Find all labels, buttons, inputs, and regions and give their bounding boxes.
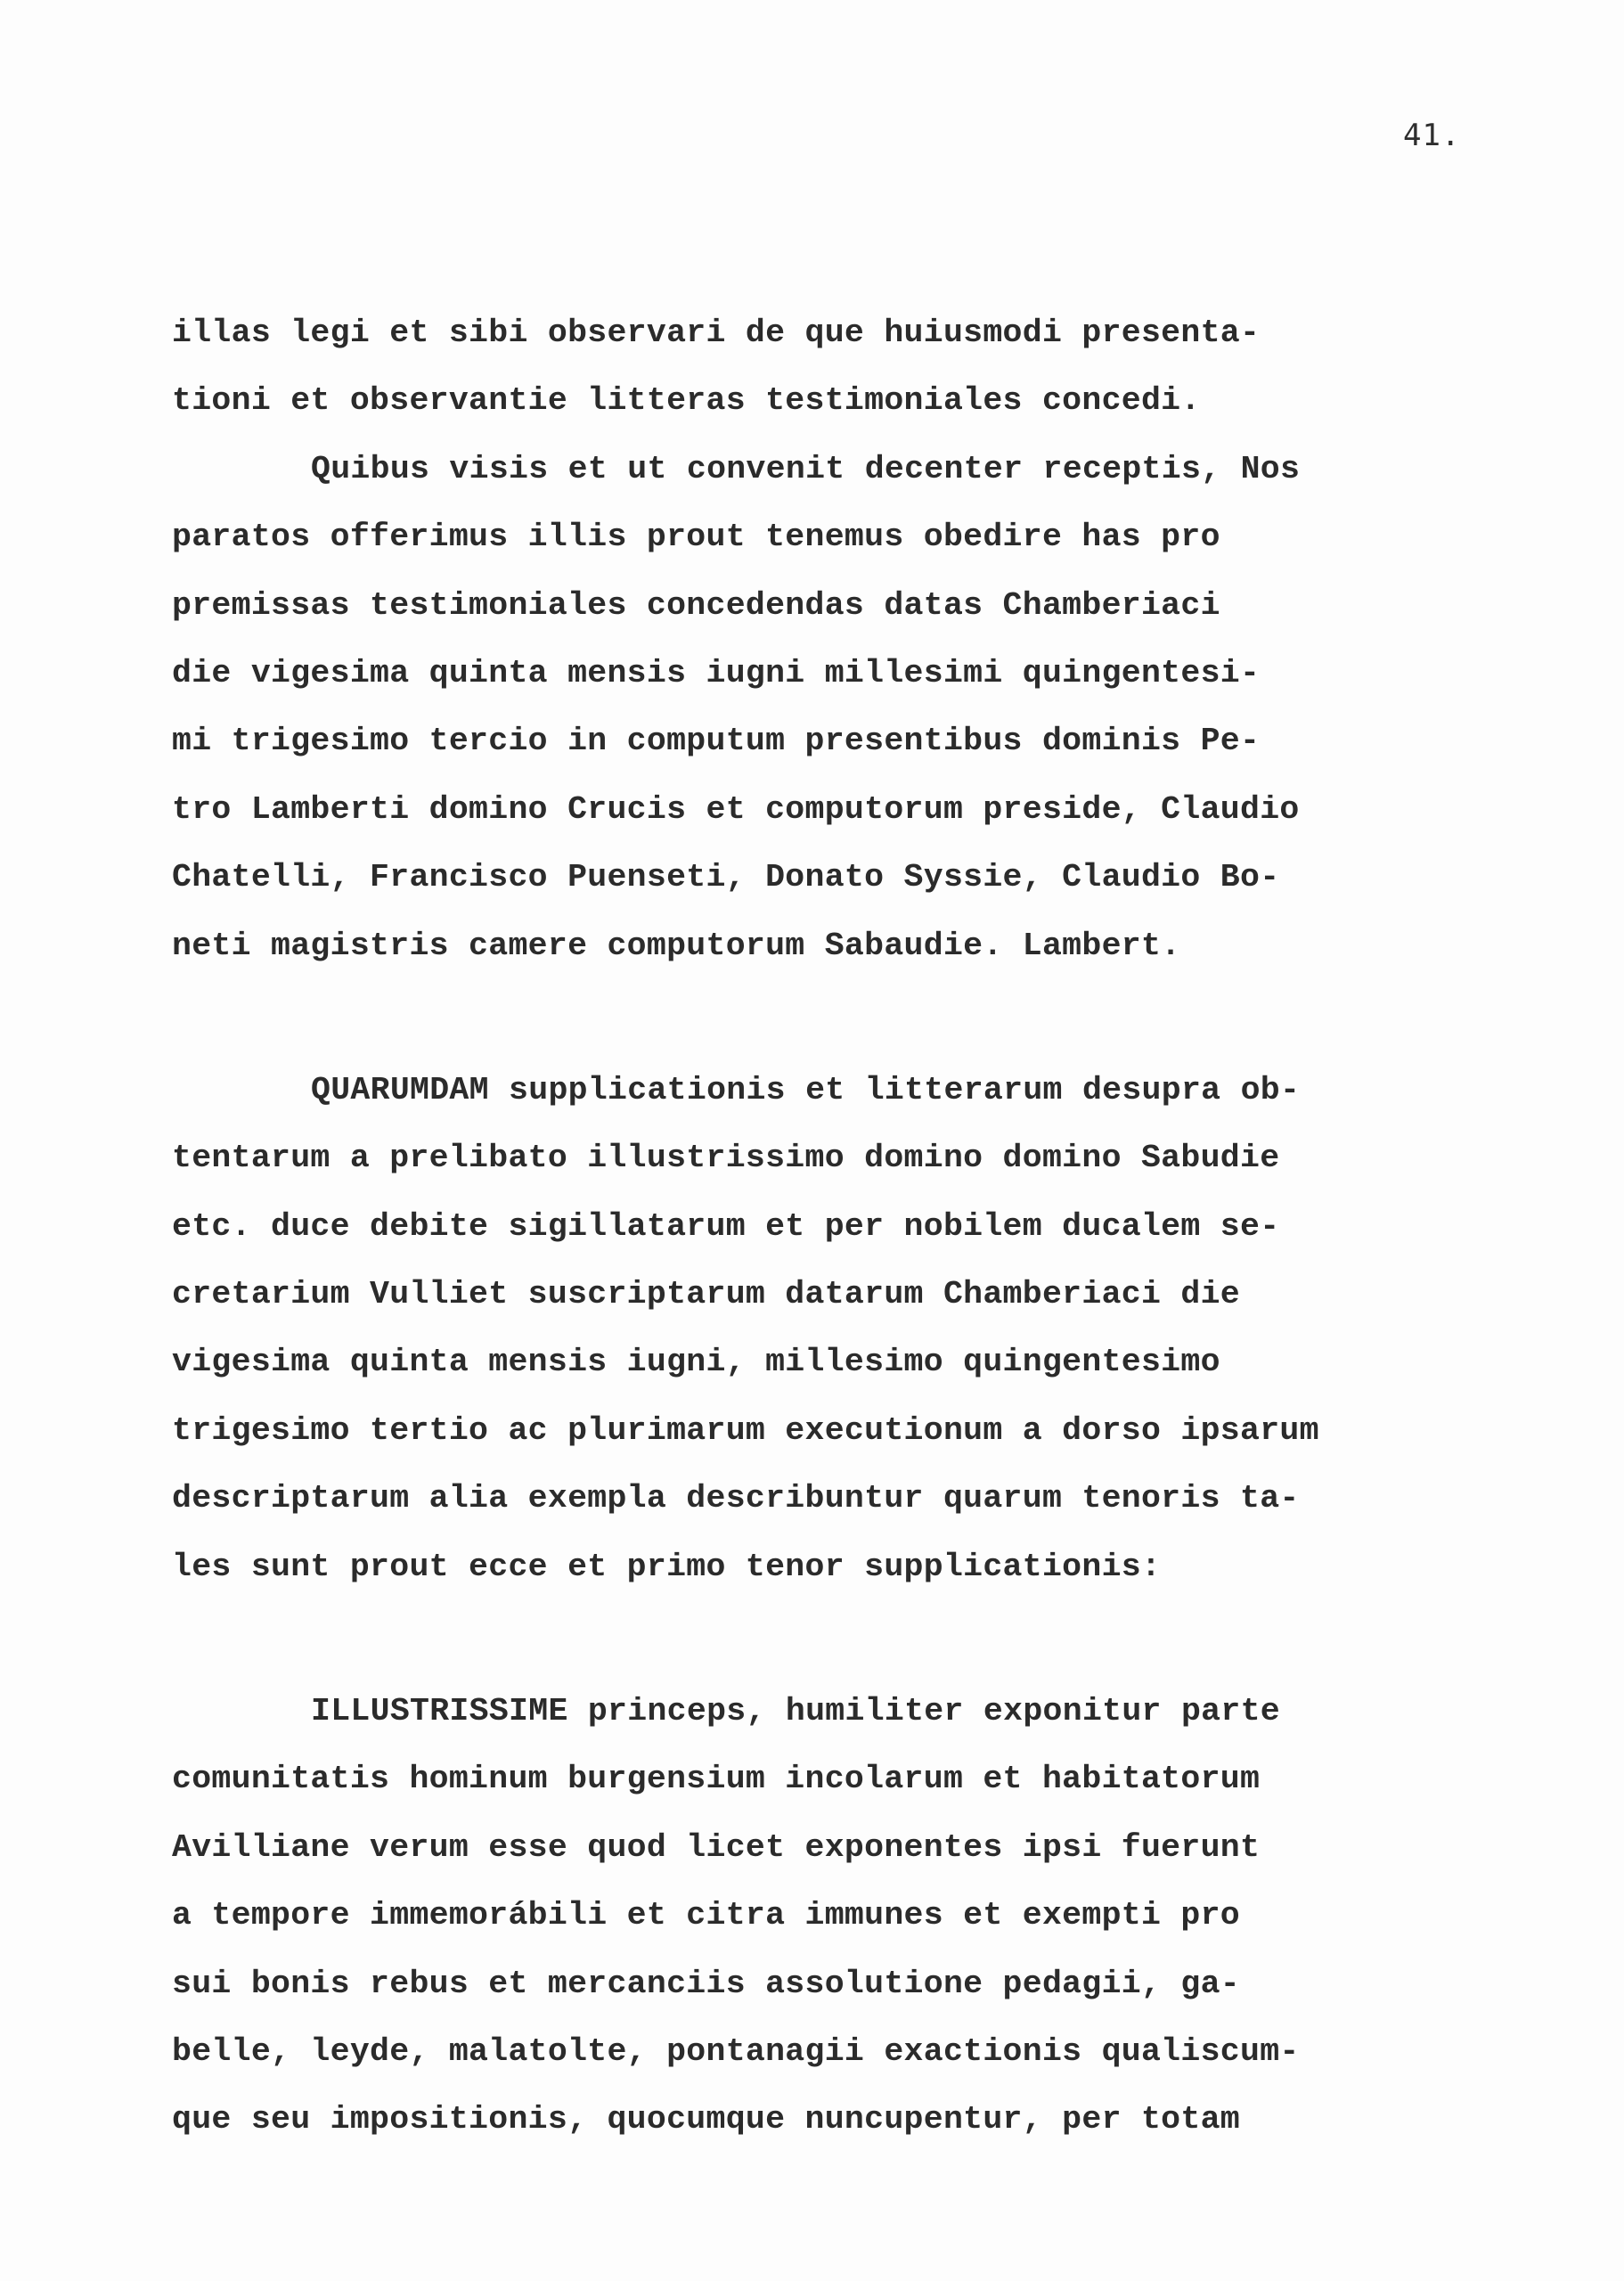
text-line: paratos offerimus illis prout tenemus obedire has pro bbox=[172, 519, 1220, 556]
text-line: que seu impositionis, quocumque nuncupentur, per totam bbox=[172, 2101, 1240, 2138]
text-line: die vigesima quinta mensis iugni millesimi quingentesi- bbox=[172, 654, 1261, 691]
text-line: Quibus visis et ut convenit decenter receptis, Nos bbox=[311, 450, 1301, 487]
text-line: cretarium Vulliet suscriptarum datarum Chamberiaci die bbox=[172, 1276, 1240, 1313]
text-line: Avilliane verum esse quod licet exponentes ipsi fuerunt bbox=[172, 1828, 1261, 1866]
paragraph-gap bbox=[172, 980, 1526, 1057]
document-body bbox=[172, 299, 1526, 2154]
text-line: vigesima quinta mensis iugni, millesimo quingentesimo bbox=[172, 1344, 1220, 1381]
text-line: mi trigesimo tercio in computum presentibus dominis Pe- bbox=[172, 723, 1261, 760]
paragraph-4 bbox=[172, 1678, 1526, 2154]
text-line: tro Lamberti domino Crucis et computorum preside, Claudio bbox=[172, 790, 1300, 828]
text-line: illas legi et sibi observari de que huiusmodi presenta- bbox=[172, 315, 1261, 351]
text-line: QUARUMDAM supplicationis et litterarum desupra ob- bbox=[311, 1071, 1301, 1108]
paragraph-2 bbox=[172, 436, 1526, 980]
text-line: premissas testimoniales concedendas datas Chamberiaci bbox=[172, 586, 1220, 624]
text-line: belle, leyde, malatolte, pontanagii exactionis qualiscum- bbox=[172, 2032, 1300, 2070]
paragraph-gap bbox=[172, 1601, 1526, 1678]
text-line: les sunt prout ecce et primo tenor supplicationis: bbox=[172, 1548, 1162, 1585]
text-line: descriptarum alia exempla describuntur quarum tenoris ta- bbox=[172, 1480, 1300, 1517]
text-line: sui bonis rebus et mercanciis assolutione pedagii, ga- bbox=[172, 1965, 1240, 2002]
paragraph-3 bbox=[172, 1057, 1526, 1601]
page-number: 41. bbox=[1403, 118, 1461, 153]
text-line: neti magistris camere computorum Sabaudie. Lambert. bbox=[172, 927, 1181, 964]
text-line: tioni et observantie litteras testimoniales concedi. bbox=[172, 382, 1201, 420]
text-line: Chatelli, Francisco Puenseti, Donato Syssie, Claudio Bo- bbox=[172, 859, 1280, 896]
text-line: etc. duce debite sigillatarum et per nobilem ducalem se- bbox=[172, 1207, 1280, 1245]
text-line: tentarum a prelibato illustrissimo domino domino Sabudie bbox=[172, 1140, 1280, 1177]
text-line: ILLUSTRISSIME princeps, humiliter exponitur parte bbox=[311, 1693, 1280, 1730]
paragraph-1 bbox=[172, 299, 1526, 436]
text-line: trigesimo tertio ac plurimarum executionum a dorso ipsarum bbox=[172, 1411, 1319, 1449]
text-line: a tempore immemorábili et citra immunes et exempti pro bbox=[172, 1897, 1240, 1934]
text-line: comunitatis hominum burgensium incolarum et habitatorum bbox=[172, 1761, 1261, 1798]
